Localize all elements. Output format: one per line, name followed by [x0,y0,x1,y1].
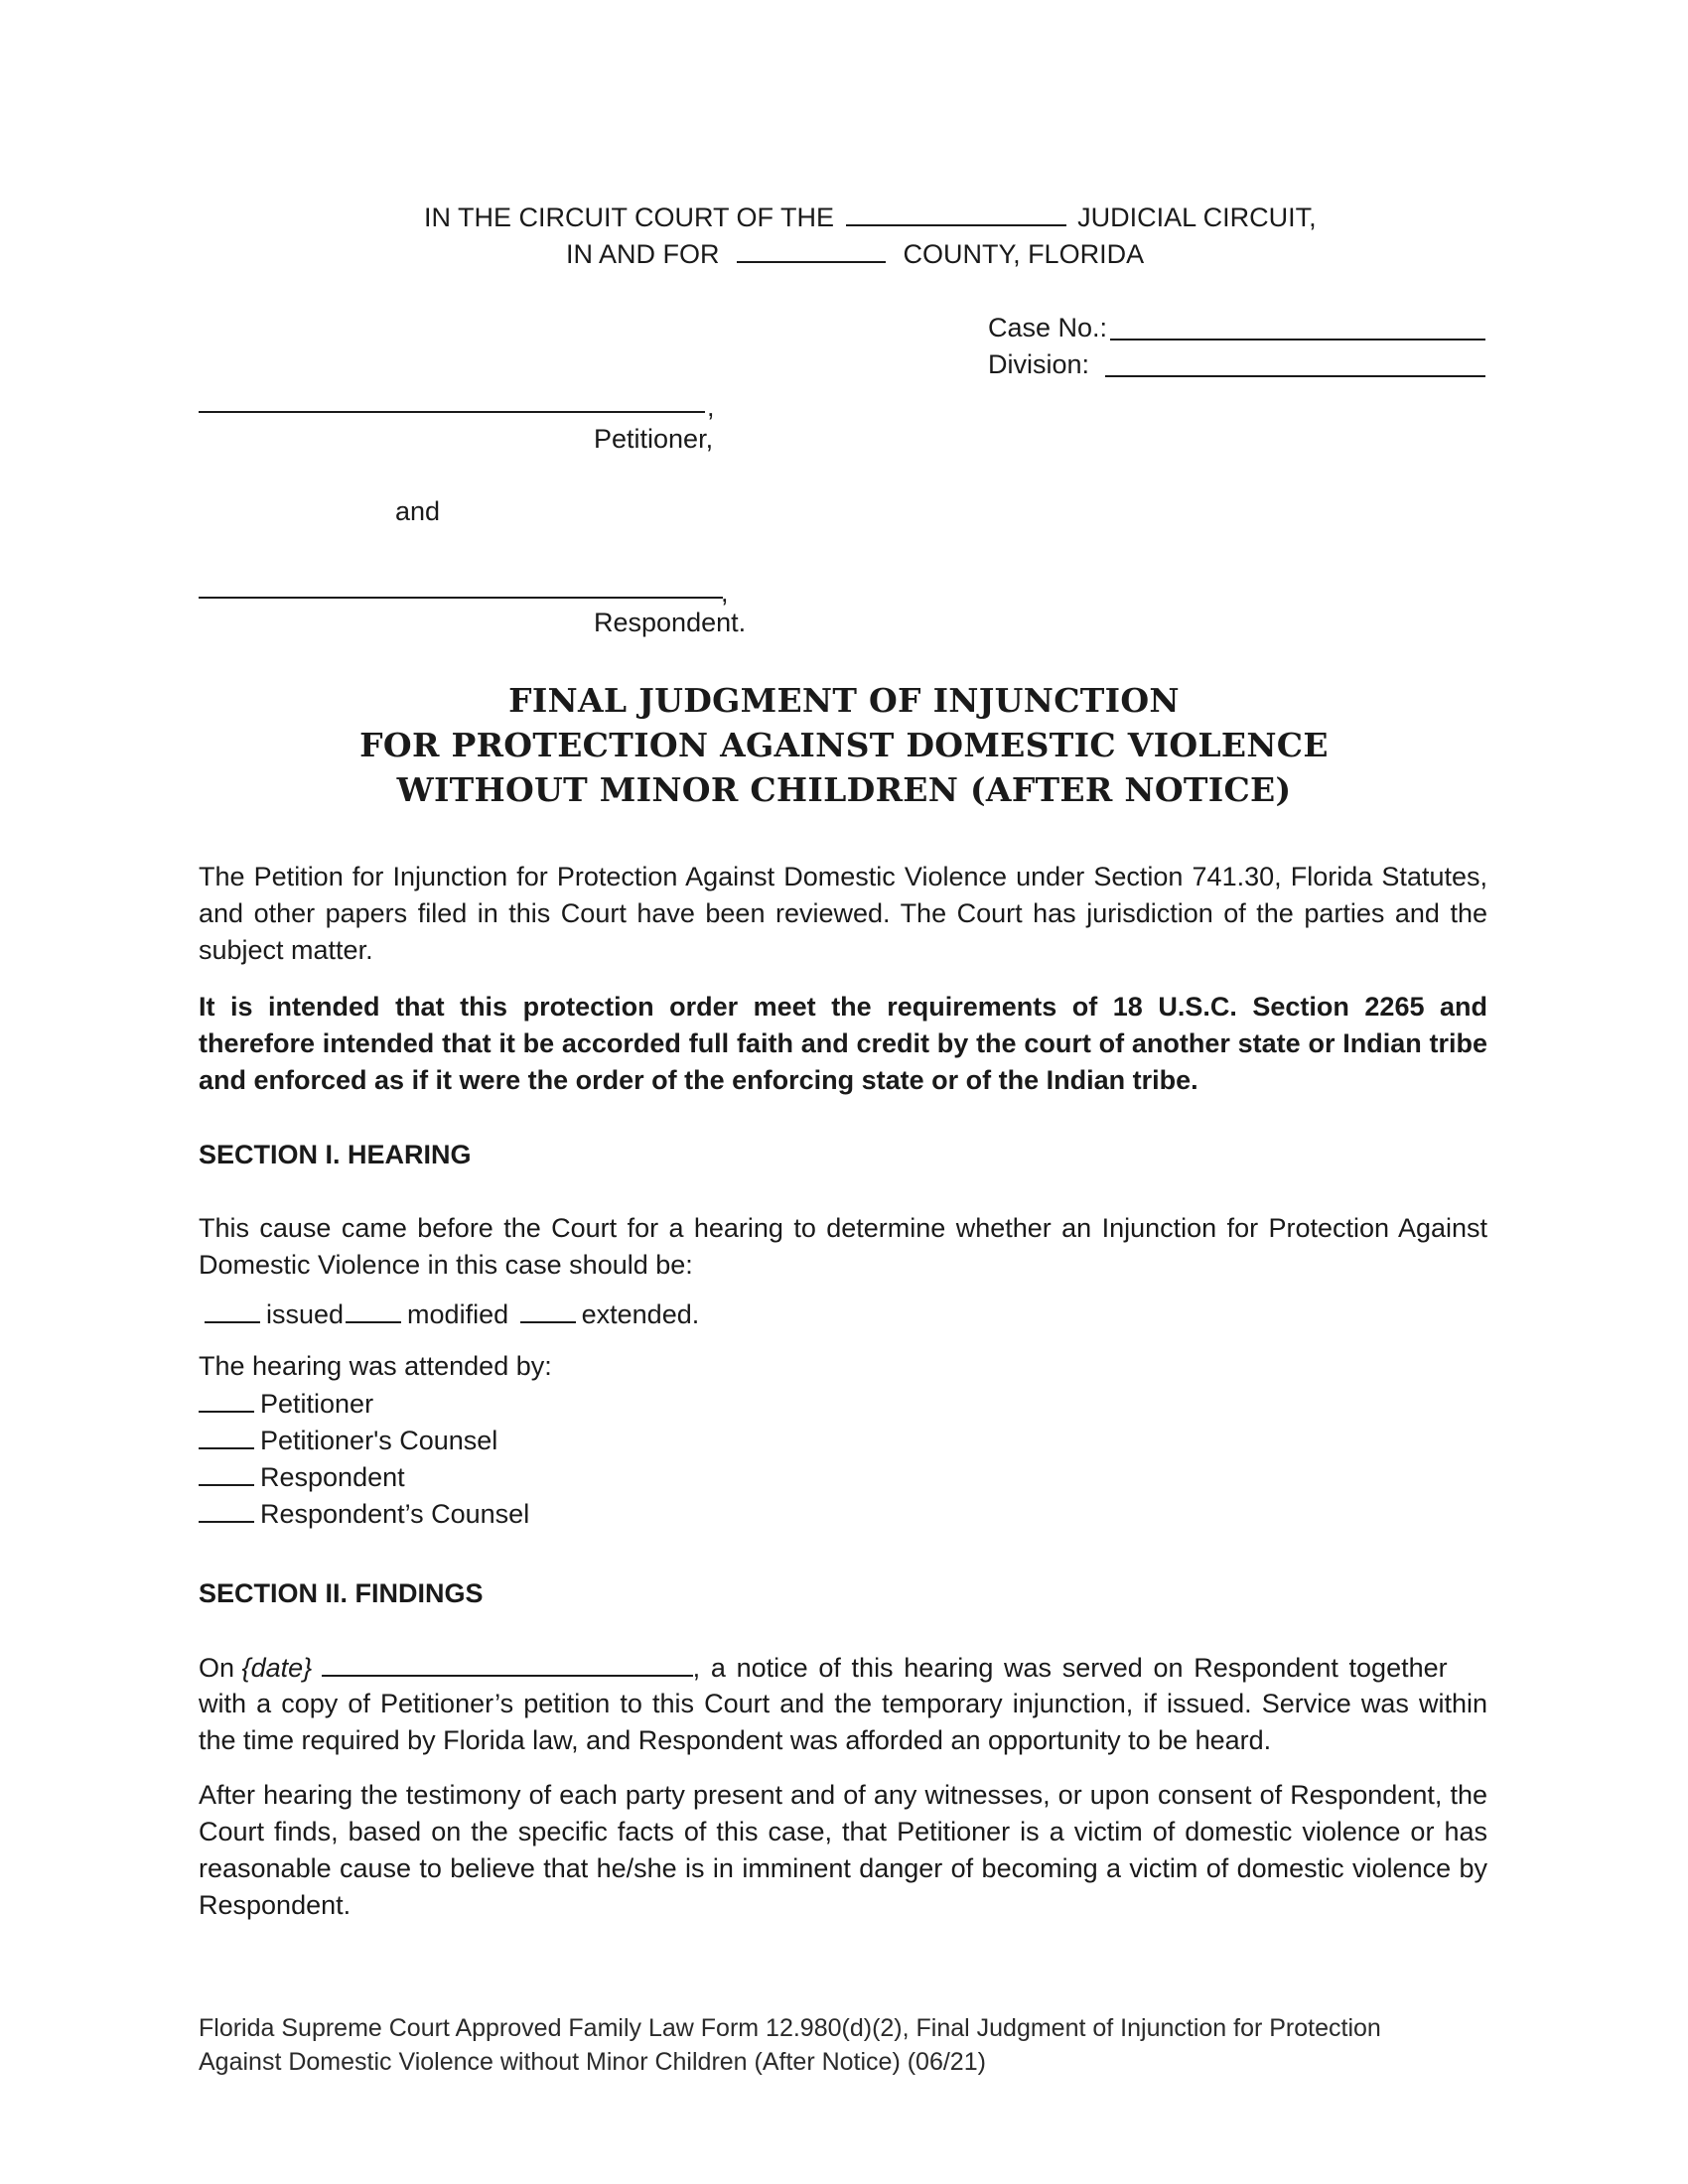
section-1-heading: SECTION I. HEARING [199,1140,472,1169]
court-line-2-suffix: COUNTY, FLORIDA [903,239,1145,269]
issued-label: issued [266,1299,345,1329]
section-2-heading: SECTION II. FINDINGS [199,1578,484,1608]
court-line-1-suffix: JUDICIAL CIRCUIT, [1077,203,1317,232]
findings-paragraph: After hearing the testimony of each party present and of any witnesses, or upon consent of Respondent, the Court finds, based on the specific facts of this case, that Petitioner is a victim of domestic violence or has reasonable cause to believe that he/she is in imminent danger of becoming a victim of domestic violence by Respondent. [199,1780,1487,1920]
issued-blank[interactable] [205,1296,260,1323]
attendee-row [199,1495,529,1533]
respondent-name-field[interactable] [199,597,723,599]
document-title-line-2: FOR PROTECTION AGAINST DOMESTIC VIOLENCE [359,726,1329,764]
attendee-label: Petitioner's Counsel [260,1426,498,1455]
case-number-label: Case No.: [988,313,1108,342]
document-title-line-3: WITHOUT MINOR CHILDREN (AFTER NOTICE) [396,770,1292,809]
hearing-type-options [205,1296,699,1333]
case-number-field[interactable] [1110,339,1485,341]
case-number-row [988,310,1107,346]
petitioner-comma: , [707,392,715,422]
attendee-checkbox-blank[interactable] [199,1422,254,1449]
attendee-checkbox-blank[interactable] [199,1458,254,1486]
and-label: and [395,496,441,526]
date-placeholder: {date} [241,1653,313,1683]
county-blank[interactable] [737,235,886,263]
extended-label: extended. [581,1299,700,1329]
court-line-1 [424,199,1317,236]
judicial-circuit-blank[interactable] [846,199,1066,226]
division-row [988,346,1089,383]
notice-paragraph: with a copy of Petitioner’s petition to this Court and the temporary injunction, if issued. Service was within the time required by Florida law, and Respondent was afforded an opportunity to be heard. [199,1689,1487,1755]
notice-paragraph-line-1 [199,1649,1487,1687]
footer-line-1: Florida Supreme Court Approved Family Law Form 12.980(d)(2), Final Judgment of Injunction for Protection [199,2014,1381,2042]
court-line-2 [566,235,1144,273]
intro-paragraph: The Petition for Injunction for Protection Against Domestic Violence under Section 741.30, Florida Statutes, and other papers filed in this Court have been reviewed. The Court has jurisdiction of the parties and the subject matter. [199,862,1487,965]
respondent-comma: , [721,578,729,608]
document-title-line-1: FINAL JUDGMENT OF INJUNCTION [508,681,1180,720]
court-line-2-prefix: IN AND FOR [566,239,720,269]
attendee-row [199,1458,405,1496]
modified-blank[interactable] [346,1296,401,1323]
notice-date-field[interactable] [322,1649,693,1677]
division-field[interactable] [1105,375,1485,377]
attendee-label: Petitioner [260,1389,374,1419]
on-label: On [199,1653,235,1683]
attendee-row [199,1422,497,1459]
attendee-checkbox-blank[interactable] [199,1385,254,1413]
petitioner-label: Petitioner, [594,424,714,454]
attendee-label: Respondent’s Counsel [260,1499,530,1529]
notice-paragraph-rest-line-1: , a notice of this hearing was served on Respondent together [692,1653,1448,1683]
footer-line-2: Against Domestic Violence without Minor Children (After Notice) (06/21) [199,2048,986,2076]
modified-label: modified [407,1299,509,1329]
court-line-1-prefix: IN THE CIRCUIT COURT OF THE [424,203,835,232]
attended-by-label: The hearing was attended by: [199,1351,552,1381]
section-1-paragraph: This cause came before the Court for a hearing to determine whether an Injunction for Protection Against Domestic Violence in this case should be: [199,1213,1487,1280]
attendee-label: Respondent [260,1462,405,1492]
attendee-checkbox-blank[interactable] [199,1495,254,1523]
full-faith-credit-paragraph: It is intended that this protection order meet the requirements of 18 U.S.C. Section 2265 and therefore intended that it be accorded full faith and credit by the court of another state or Indian tribe and enforced as if it were the order of the enforcing state or of the Indian tribe. [199,992,1487,1095]
petitioner-name-field[interactable] [199,411,705,413]
division-label: Division: [988,349,1090,379]
attendee-row [199,1385,373,1423]
extended-blank[interactable] [520,1296,576,1323]
respondent-label: Respondent. [594,608,747,637]
